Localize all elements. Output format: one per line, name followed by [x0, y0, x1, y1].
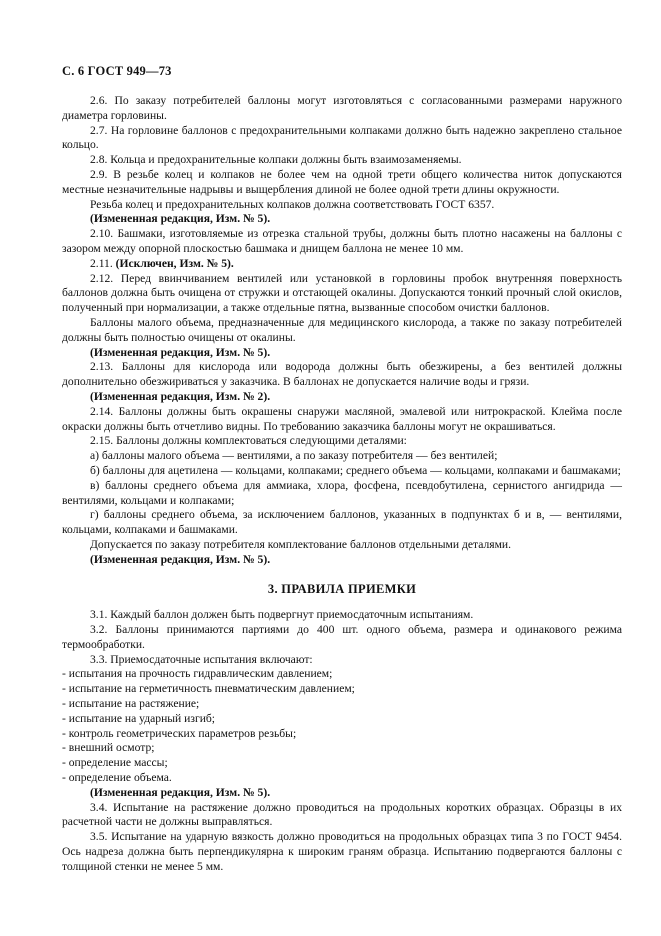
test-list-item: - контроль геометрических параметров резьбы; [62, 726, 297, 740]
clause-2-9-thread: Резьба колец и предохранительных колпаков должна соответствовать ГОСТ 6357. [90, 197, 495, 211]
test-list-item: - испытание на герметичность пневматическим давлением; [62, 682, 355, 696]
clause-2-14: 2.14. Баллоны должны быть окрашены снаружи масляной, эмалевой или нитрокраской. Клейма после окраски должны быть отчетливо видны. По требованию заказчика баллоны могут не окрашиваться. [62, 404, 622, 433]
section-3-title: 3. ПРАВИЛА ПРИЕМКИ [267, 581, 417, 596]
clause-2-11-excluded-note: (Исключен, Изм. № 5). [115, 256, 234, 270]
clause-2-7: 2.7. На горловине баллонов с предохранительными колпаками должно быть надежно закреплено стальное кольцо. [62, 123, 622, 152]
clause-2-11-number: 2.11. [90, 256, 116, 270]
test-list-item: - испытания на прочность гидравлическим давлением; [62, 667, 333, 681]
test-list-item: - определение объема. [62, 771, 172, 785]
clause-2-15: 2.15. Баллоны должны комплектоваться следующими деталями: [90, 434, 407, 448]
clause-2-9: 2.9. В резьбе колец и колпаков не более чем на одной трети общего количества ниток допускаются местные незначительные надрывы и выщербления длиной не более одной трети длины окружности. [62, 167, 622, 196]
clause-2-11 [62, 257, 622, 272]
test-list-item: - испытание на растяжение; [62, 697, 200, 711]
clause-2-10: 2.10. Башмаки, изготовляемые из отрезка стальной трубы, должны быть плотно насажены на баллоны с зазором между опорной плоскостью башмака и днищем баллона не менее 10 мм. [62, 227, 622, 255]
clause-2-15-c: в) баллоны среднего объема для аммиака, хлора, фосфена, псевдобутилена, сернистого ангидрида — вентилями, кольцами и колпаками; [62, 478, 622, 507]
document-body [62, 94, 622, 875]
amendment-note-2-9: (Измененная редакция, Изм. № 5). [90, 212, 271, 226]
clause-3-4: 3.4. Испытание на растяжение должно проводиться на продольных коротких образцах. Образцы в их расчетной части не должны выправляться. [62, 800, 622, 829]
page-header: С. 6 ГОСТ 949—73 [62, 64, 172, 78]
clause-2-15-separate-parts: Допускается по заказу потребителя комплектование баллонов отдельными деталями. [90, 537, 512, 551]
clause-2-13: 2.13. Баллоны для кислорода или водорода должны быть обезжирены, а без вентилей должны дополнительно обезжириваться у заказчика. В баллонах не допускается наличие воды и грязи. [62, 360, 622, 389]
clause-3-5: 3.5. Испытание на ударную вязкость должно проводиться на продольных образцах типа 3 по ГОСТ 9454. Ось надреза должна быть перпендикулярна к широким граням образца. Испытанию подвергаются баллоны с толщиной стенки не менее 5 мм. [62, 830, 622, 873]
amendment-note-2-15: (Измененная редакция, Изм. № 5). [90, 552, 271, 566]
test-list-item: - определение массы; [62, 756, 168, 770]
test-list-item: - испытание на ударный изгиб; [62, 711, 216, 725]
amendment-note-2-13: (Измененная редакция, Изм. № 2). [90, 389, 271, 403]
clause-3-1: 3.1. Каждый баллон должен быть подвергнут приемосдаточным испытаниям. [90, 608, 474, 622]
clause-2-15-b: б) баллоны для ацетилена — кольцами, колпаками; среднего объема — кольцами, колпаками и башмаками; [90, 463, 621, 477]
clause-2-15-a: а) баллоны малого объема — вентилями, а по заказу потребителя — без вентилей; [90, 449, 498, 463]
clause-2-12: 2.12. Перед ввинчиванием вентилей или установкой в горловины пробок внутренняя поверхность баллонов должна быть очищена от стружки и отстающей окалины. Допускаются тонкий прочный слой окислов, полученный при нормализации, а также отдельные пятна, вызванные способом очистки баллонов. [62, 271, 622, 315]
clause-3-3: 3.3. Приемосдаточные испытания включают: [90, 652, 313, 666]
amendment-note-3-3: (Измененная редакция, Изм. № 5). [90, 785, 271, 799]
amendment-note-2-12: (Измененная редакция, Изм. № 5). [90, 345, 271, 359]
clause-3-2: 3.2. Баллоны принимаются партиями до 400 шт. одного объема, размера и одинакового режима термообработки. [62, 623, 622, 651]
clause-2-6: 2.6. По заказу потребителей баллоны могут изготовляться с согласованными размерами наружного диаметра горловины. [62, 94, 622, 122]
clause-2-12-medical: Баллоны малого объема, предназначенные для медицинского кислорода, а также по заказу потребителей должны быть полностью очищены от окалины. [62, 315, 622, 344]
test-list-item: - внешний осмотр; [62, 741, 155, 755]
clause-2-15-d: г) баллоны среднего объема, за исключением баллонов, указанных в подпунктах б и в, — вентилями, кольцами, колпаками и башмаками. [62, 508, 622, 537]
clause-2-8: 2.8. Кольца и предохранительные колпаки должны быть взаимозаменяемы. [90, 153, 462, 167]
